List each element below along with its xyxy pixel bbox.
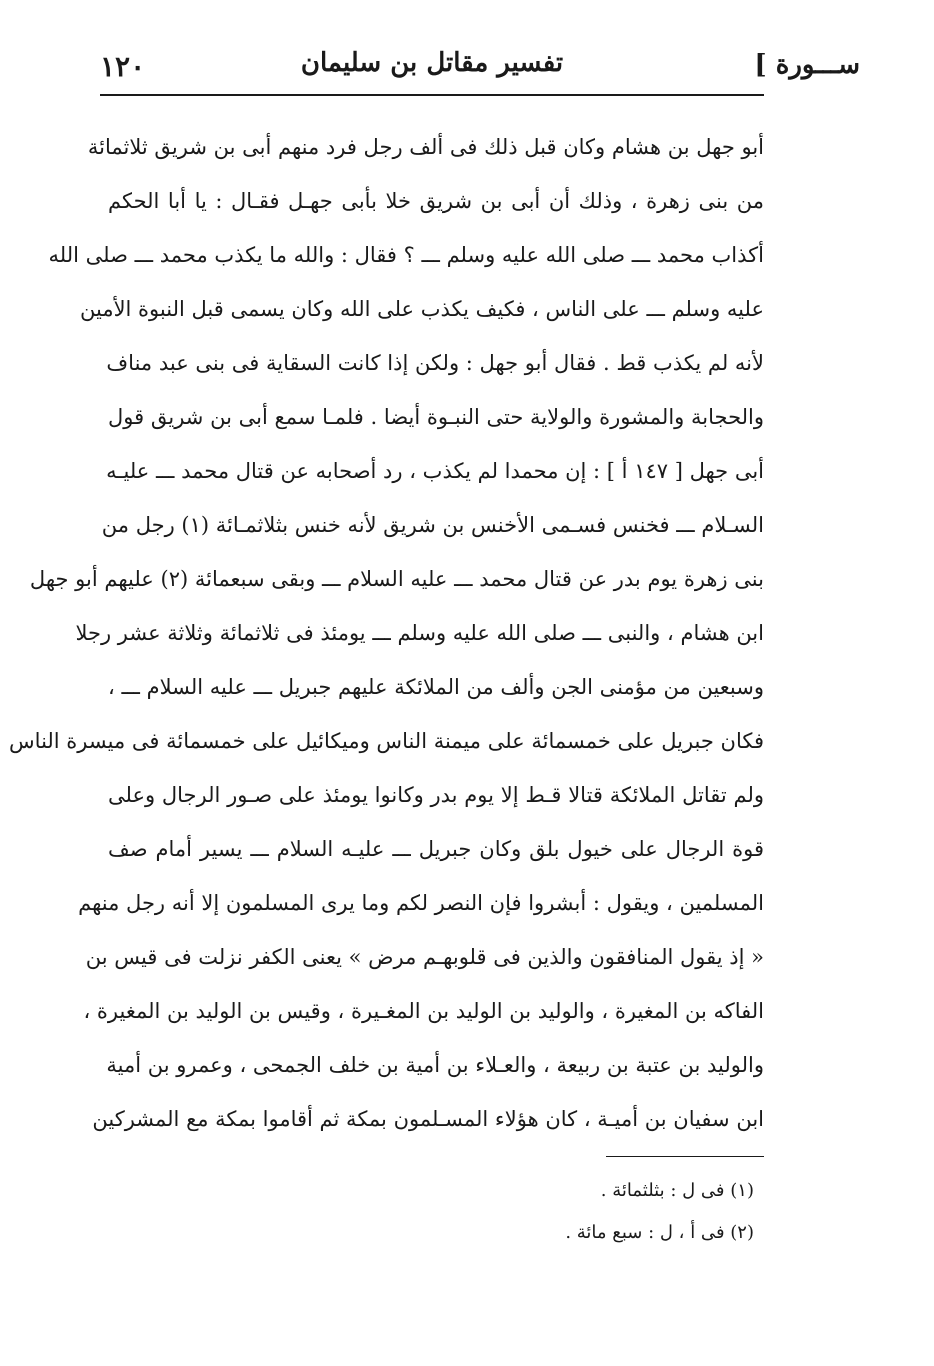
text-line: والوليد بن عتبة بن ربيعة ، والعـلاء بن أمية بن خلف الجمحى ، وعمرو بن أمية (106, 1053, 764, 1077)
text-line: قوة الرجال على خيول بلق وكان جبريل ـــ عليـه السلام ـــ يسير أمام صف (108, 837, 764, 861)
text-line: الفاكه بن المغيرة ، والوليد بن الوليد بن المغـيرة ، وقيس بن الوليد بن المغيرة ، (83, 999, 764, 1023)
text-line: أبو جهل بن هشام وكان قبل ذلك فى ألف رجل فرد منهم أبى بن شريق ثلاثمائة (87, 135, 764, 159)
text-line: فكان جبريل على خمسمائة على ميمنة الناس وميكائيل على خمسمائة فى ميسرة الناس (9, 729, 764, 753)
text-line: والحجابة والمشورة والولاية حتى النبـوة أيضا . فلمـا سمع أبى بن شريق قول (108, 405, 764, 429)
page-header (100, 44, 860, 92)
text-line: عليه وسلم ـــ على الناس ، فكيف يكذب على الله وكان يسمى قبل النبوة الأمين (80, 297, 764, 321)
text-line: أبى جهل [ ١٤٧ أ ] : إن محمدا لم يكذب ، رد أصحابه عن قتال محمد ـــ عليـه (106, 459, 764, 483)
footnote: (١) فى ل : بثلثمائة . (600, 1180, 754, 1201)
text-line: السـلام ـــ فخنس فسـمى الأخنس بن شريق لأنه خنس بثلاثمـائة (١) رجل من (101, 513, 764, 537)
surah-label: [ ســـورة (754, 50, 860, 80)
text-line: ابن هشام ، والنبى ـــ صلى الله عليه وسلم ـــ يومئذ فى ثلاثمائة وثلاثة عشر رجلا (75, 621, 764, 645)
text-line: بنى زهرة يوم بدر عن قتال محمد ـــ عليه السلام ـــ وبقى سبعمائة (٢) عليهم أبو جهل (29, 567, 764, 591)
body-text (9, 120, 764, 1146)
text-line: لأنه لم يكذب قط . فقال أبو جهل : ولكن إذا كانت السقاية فى بنى عبد مناف (106, 351, 764, 375)
text-line: « إذ يقول المنافقون والذين فى قلوبهـم مرض » يعنى الكفر نزلت فى قيس بن (85, 945, 764, 969)
header-rule (100, 94, 764, 96)
footnotes (300, 1170, 764, 1254)
footnote-rule (606, 1156, 764, 1157)
text-line: المسلمين ، ويقول : أبشروا فإن النصر لكم وما يرى المسلمون إلا أنه رجل منهم (78, 891, 764, 915)
book-title: تفسير مقاتل بن سليمان (300, 48, 564, 78)
text-line: وسبعين من مؤمنى الجن وألف من الملائكة عليهم جبريل ـــ عليه السلام ـــ ، (108, 675, 764, 699)
text-line: أكذاب محمد ـــ صلى الله عليه وسلم ـــ ؟ فقال : والله ما يكذب محمد ـــ صلى الله (48, 243, 764, 267)
text-line: ولم تقاتل الملائكة قتالا قـط إلا يوم بدر وكانوا يومئذ على صـور الرجال وعلى (108, 783, 764, 807)
text-line: ابن سفيان بن أميـة ، كان هؤلاء المسـلمون بمكة ثم أقاموا بمكة مع المشركين (92, 1107, 764, 1131)
text-line: من بنى زهرة ، وذلك أن أبى بن شريق خلا بأبى جهـل فقـال : يا أبا الحكم (108, 189, 764, 213)
page-number: ١٢٠ (100, 50, 146, 83)
footnote: (٢) فى أ ، ل : سبع مائة . (565, 1222, 754, 1243)
